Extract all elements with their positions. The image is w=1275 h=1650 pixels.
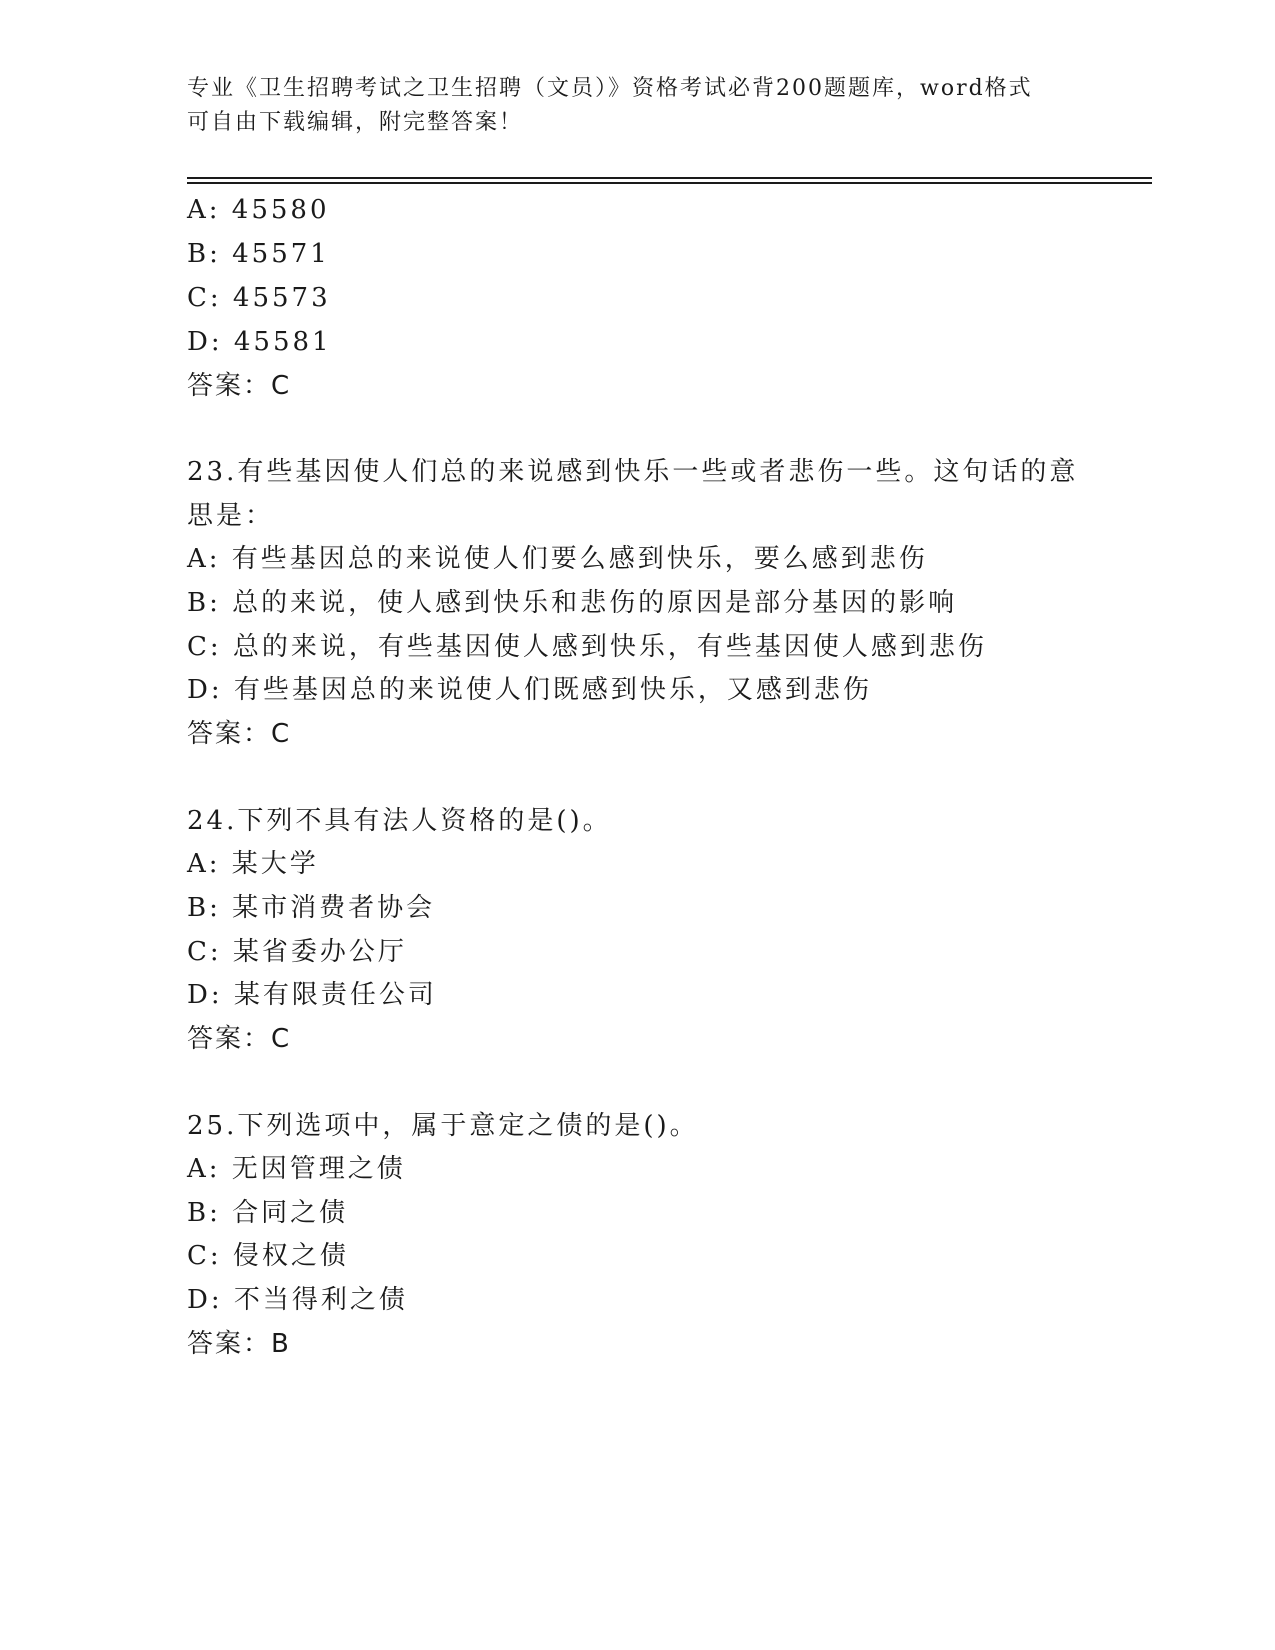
q22-answer: 答案：C — [187, 371, 292, 401]
q23-stem-line-2: 思是： — [187, 501, 275, 531]
document-header — [187, 72, 1087, 140]
q23-answer: 答案：C — [187, 719, 292, 749]
q23-option-b: B: 总的来说，使人感到快乐和悲伤的原因是部分基因的影响 — [187, 588, 958, 618]
q23-option-a: A: 有些基因总的来说使人们要么感到快乐，要么感到悲伤 — [187, 544, 928, 574]
q25-option-b: B: 合同之债 — [187, 1198, 349, 1228]
q24-option-b: B: 某市消费者协会 — [187, 893, 436, 923]
q25-option-c: C: 侵权之债 — [187, 1241, 349, 1271]
header-divider-bottom — [187, 182, 1152, 184]
q24-option-a: A: 某大学 — [187, 849, 319, 879]
q22-option-a: A: 45580 — [187, 195, 330, 225]
q25-option-d: D: 不当得利之债 — [187, 1285, 408, 1315]
header-line-2: 可自由下载编辑，附完整答案！ — [187, 110, 524, 135]
q23-stem-line-1: 23.有些基因使人们总的来说感到快乐一些或者悲伤一些。这句话的意 — [187, 457, 1079, 487]
q24-option-d: D: 某有限责任公司 — [187, 980, 437, 1010]
q24-answer: 答案：C — [187, 1024, 292, 1054]
header-line-1: 专业《卫生招聘考试之卫生招聘（文员）》资格考试必背200题题库，word格式 — [187, 76, 1033, 101]
q24-option-c: C: 某省委办公厅 — [187, 937, 407, 967]
header-divider-top — [187, 177, 1152, 179]
q23-option-c: C: 总的来说，有些基因使人感到快乐，有些基因使人感到悲伤 — [187, 632, 987, 662]
q24-stem: 24.下列不具有法人资格的是()。 — [187, 806, 612, 836]
q25-answer: 答案：B — [187, 1329, 291, 1359]
q22-option-c: C: 45573 — [187, 283, 331, 313]
q23-option-d: D: 有些基因总的来说使人们既感到快乐，又感到悲伤 — [187, 675, 872, 705]
q25-option-a: A: 无因管理之债 — [187, 1154, 406, 1184]
q22-option-d: D: 45581 — [187, 327, 332, 357]
q22-option-b: B: 45571 — [187, 239, 330, 269]
q25-stem: 25.下列选项中，属于意定之债的是()。 — [187, 1111, 699, 1141]
